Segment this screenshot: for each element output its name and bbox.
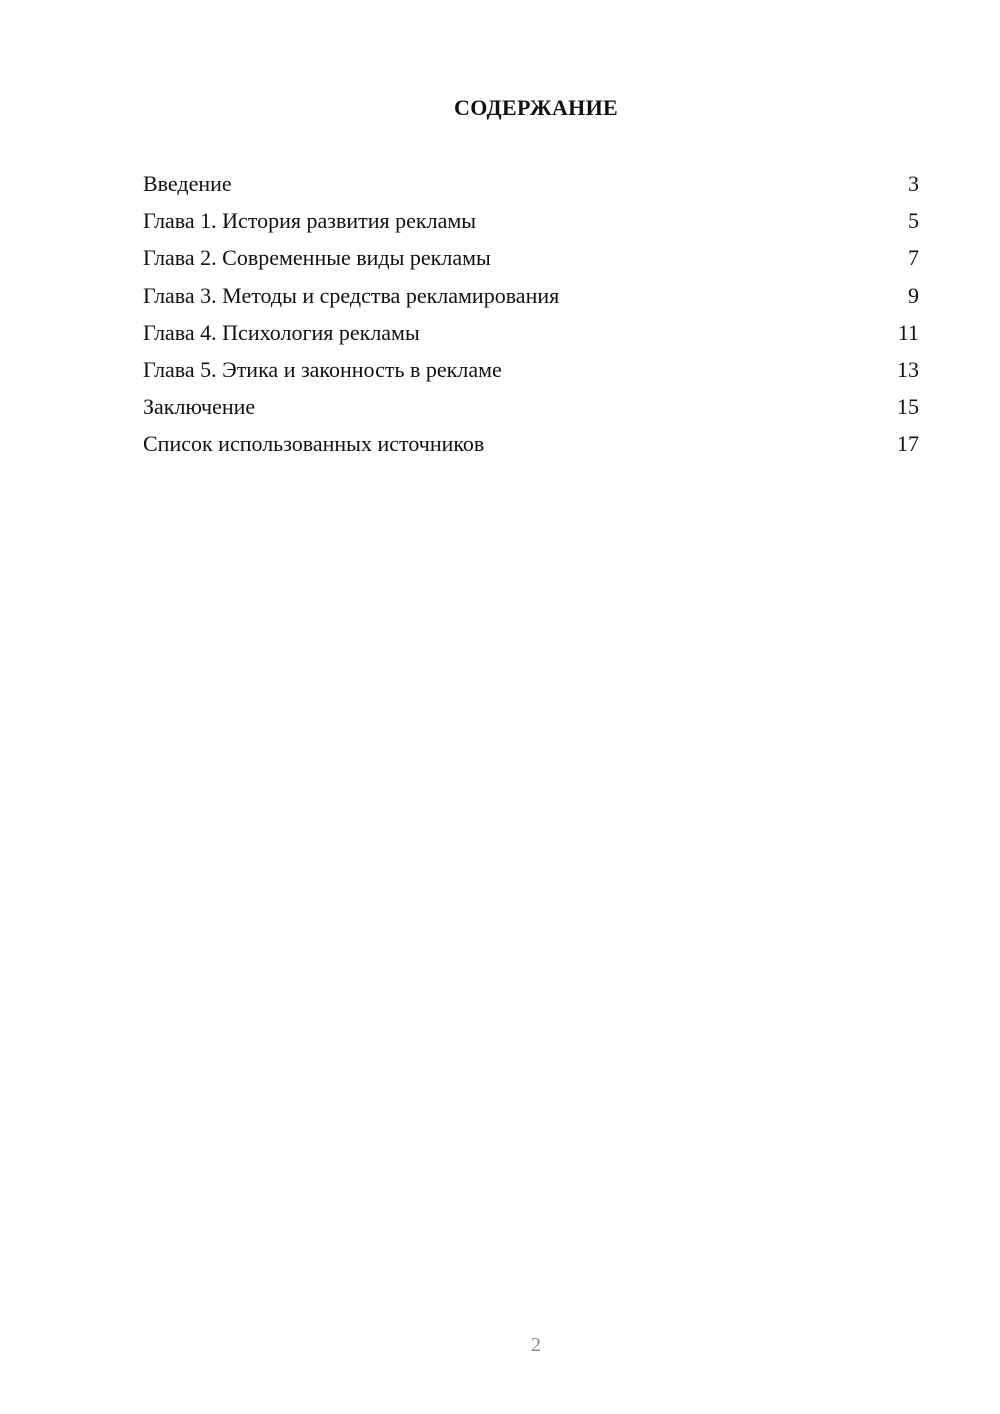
toc-entry-label: Введение [143, 171, 232, 196]
toc-entry-introduction[interactable] [143, 168, 919, 205]
toc-entry-conclusion[interactable] [143, 391, 919, 428]
toc-entry-chapter-4[interactable] [143, 317, 919, 354]
toc-entry-label: Заключение [143, 394, 256, 420]
toc-entry-label: Глава 4. Психология рекламы [143, 319, 420, 345]
toc-entry-page: 11 [897, 319, 919, 345]
toc-entry-label: Глава 3. Методы и средства рекламирования [143, 282, 560, 308]
toc-entry-chapter-1[interactable] [143, 205, 919, 242]
toc-entry-label: Глава 5. Этика и законность в рекламе [143, 356, 502, 382]
table-of-contents [143, 168, 919, 466]
toc-entry-page: 3 [908, 171, 919, 196]
toc-entry-chapter-2[interactable] [143, 242, 919, 279]
toc-entry-page: 15 [897, 394, 919, 420]
toc-entry-chapter-3[interactable] [143, 280, 919, 317]
page-title: СОДЕРЖАНИЕ [454, 95, 618, 120]
toc-entry-page: 5 [908, 208, 919, 234]
toc-entry-references[interactable] [143, 428, 919, 465]
toc-entry-label: Глава 1. История развития рекламы [143, 208, 477, 234]
toc-entry-chapter-5[interactable] [143, 354, 919, 391]
toc-entry-page: 7 [908, 245, 919, 271]
toc-entry-page: 9 [908, 282, 919, 308]
toc-entry-page: 13 [897, 356, 919, 382]
page-number: 2 [531, 1334, 541, 1356]
toc-entry-label: Глава 2. Современные виды рекламы [143, 245, 491, 271]
toc-entry-label: Список использованных источников [143, 431, 485, 457]
toc-entry-page: 17 [897, 431, 919, 457]
